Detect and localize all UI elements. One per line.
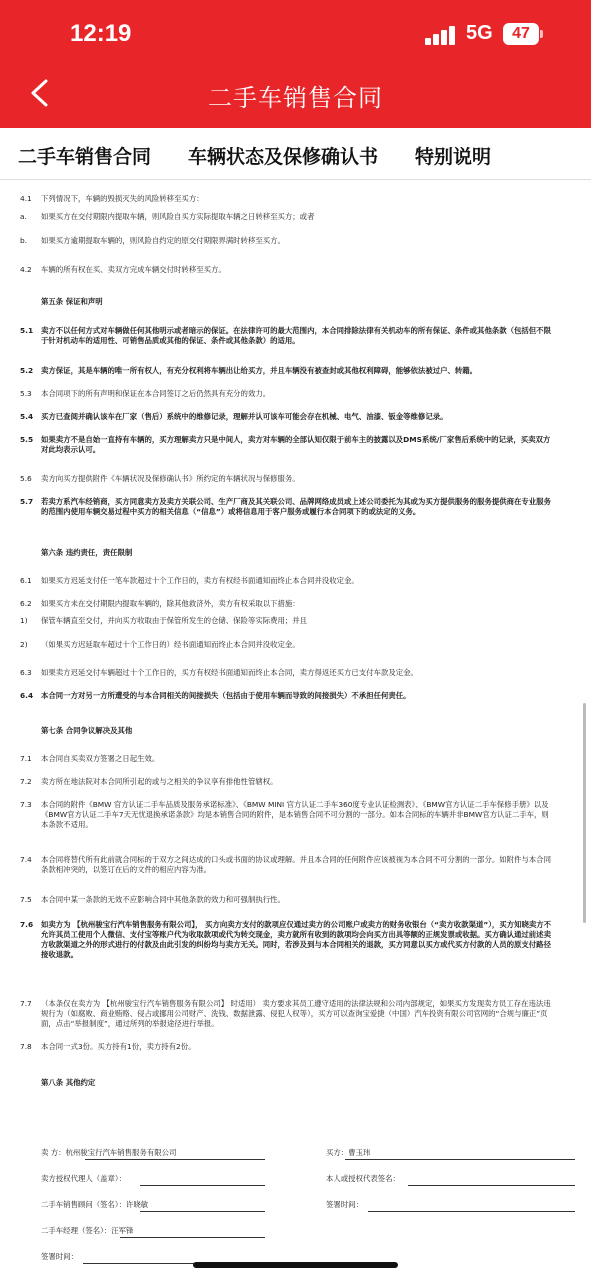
app-header (0, 0, 591, 128)
seller-rep-line[interactable] (140, 1185, 265, 1186)
section-6-heading: 第六条 违约责任，责任限制 (41, 548, 133, 557)
buyer-date-line[interactable] (368, 1211, 575, 1212)
scrollbar[interactable] (583, 703, 586, 923)
home-indicator[interactable] (193, 1262, 398, 1268)
buyer-name: 买方：曹玉玮 (326, 1148, 371, 1157)
battery-icon: 47 (503, 23, 539, 45)
buyer-rep-line[interactable] (408, 1185, 575, 1186)
seller-rep-label: 卖方授权代理人（盖章）： (41, 1174, 126, 1183)
tab-vehicle-status[interactable]: 车辆状态及保修确认书 (188, 146, 379, 168)
page-title: 二手车销售合同 (208, 84, 383, 112)
seller-line (85, 1159, 265, 1160)
seller-name: 卖 方：杭州骏宝行汽车销售服务有限公司 (41, 1148, 177, 1157)
section-8-heading: 第八条 其他约定 (41, 1078, 96, 1087)
buyer-rep-label: 本人或授权代表签名： (326, 1174, 400, 1183)
manager-label: 二手车经理（签名）：汪军锋 (41, 1226, 134, 1235)
buyer-line (345, 1159, 575, 1160)
network-type: 5G (466, 22, 493, 44)
section-5-heading: 第五条 保证和声明 (41, 297, 103, 306)
contract-document: 4.1 下列情况下，车辆的毁损灭失的风险转移至买方： a. 如果买方在交付期限内提取车辆，则风险自买方实际提取车辆之日转移至买方；或者 b. 如果买方逾期提取车辆的，则风险自约定的原交付期限界满时转移至买方。 4.2 车辆的所有权在买、卖双方完成车辆交付时转移至买方。 第五条 保证和声明 5.1 卖方不以任何方式对车辆做任何其他明示或者暗示的保证。在法律许可的最大范围内，本合同排除法律有关机动车的所有保证、条件或其他条款（包括但不限于针对机动车的适用性、可销售品质或其他的保证、条件或其他条款）的适用。 5.2 卖方保证，其是车辆的唯一所有权人，有充分权利将车辆出让给买方，并且车辆没有被查封或其他权利障碍，能够依法被过户、转籍。 5.3 本合同项下的所有声明和保证在本合同签订之后仍然具有充分的效力。 5.4 买方已查阅并确认该车在厂家（售后）系统中的维修记录，理解并认可该车可能会存在机械、电气、油漆、钣金等维修记录。 5.5 如果卖方不是自始一直持有车辆的，买方理解卖方只是中间人，卖方对车辆的全部认知仅限于前车主的披露以及DMS系统/厂家售后系统中的记录，买卖双方对此均表示认可。 5.6 卖方向买方提供附件《车辆状况及保修确认书》所约定的车辆状况与保修服务。 5.7 若卖方系汽车经销商，买方同意卖方及卖方关联公司、生产厂商及其关联公司、品牌网络成员或上述公司委托为其或为买方提供服务的服务提供商在专业服务的范围内使用车辆交易过程中买方的相关信息（“信息”）或将信息用于客户服务或履行本合同项下的或法定的义务。 第六条 违约责任，责任限制 6.1 如果买方迟延支付任一笔车款超过十个工作日的，卖方有权经书面通知而终止本合同并没收定金。 6.2 如果买方未在交付期限内提取车辆的，除其他救济外，卖方有权采取以下措施： 1) 保管车辆直至交付，并向买方收取由于保管所发生的仓储、保险等实际费用；并且 2) （如果买方迟延取车超过十个工作日的）经书面通知而终止本合同并没收定金。 6.3 如果卖方迟延交付车辆超过十个工作日的，买方有权经书面通知而终止本合同，卖方得返还买方已支付车款及定金。 6.4 本合同一方对另一方所遭受的与本合同相关的间接损失（包括由于使用车辆而导致的间接损失）不承担任何责任。 第七条 合同争议解决及其他 7.1 本合同自买卖双方签署之日起生效。 7.2 卖方所在地法院对本合同所引起的或与之相关的争议享有排他性管辖权。 7.3 本合同的附件《BMW 官方认证二手车品质及服务承诺标准》、《BMW MINI 官方认证二手车360度专业认证检测表》、《BMW官方认证二手车保修手册》以及《BMW官方认证二手车7天无忧退换承诺条款》均是本销售合同的附件，是本销售合同不可分割的一部分。如本合同标的车辆并非BMW官方认证二手车，则本条款不适用。 7.4 本合同将替代所有此前就合同标的于双方之间达成的口头或书面的协议或理解。并且本合同的任何附件应该被视为本合同不可分割的一部分。如附件与本合同条款相冲突的，以签订在后的文件的相应内容为准。 7.5 本合同中某一条款的无效不应影响合同中其他条款的效力和可强制执行性。 7.6 如卖方为 【杭州骏宝行汽车销售服务有限公司】， 买方向卖方支付的款项应仅通过卖方的公司账户或卖方的财务收银台（“卖方收款渠道”），买方知晓卖方不允许其员工使用个人微信、支付宝等账户代为收取款项或代为转交现金，卖方就所有收到的款项均会向买方出具等额的正规发票或收据。买方确认通过前述卖方收款渠道之外的形式进行的付款及由此引发的纠纷均与卖方无关。同时，若涉及到与本合同相关的退款，买方同意以买方或代买方付款的人员的原支付路径接收退款。 7.7 （本条仅在卖方为 【杭州骏宝行汽车销售服务有限公司】 时适用） 卖方要求其员工遵守适用的法律法规和公司内部规定，如果买方发现卖方员工存在违法违规行为（如腐败、商业贿赂、侵占或挪用公司财产、洗钱、数据泄露、侵犯人权等），买方可以查询宝爱捷（中国）汽车投资有限公司官网的“合规与廉正”页面，点击“举报制度”，通过所列的举报途径进行举报。 7.8 本合同一式3份。买方持有1份，卖方持有2份。 第八条 其他约定 卖 方：杭州骏宝行汽车销售服务有限公司 买方：曹玉玮 卖方授权代理人（盖章）： 本人或授权代表签名： 二手车销售顾问（签名）：许晓敏 签署时间： 二手车经理（签名）：汪军锋 签署时间： (0, 180, 591, 1280)
status-time: 12:19 (70, 20, 132, 47)
signal-icon (425, 25, 457, 45)
seller-date-label: 签署时间： (41, 1252, 78, 1261)
battery-tip (540, 30, 543, 38)
tab-special-notes[interactable]: 特别说明 (415, 146, 492, 168)
buyer-date-label: 签署时间： (326, 1200, 363, 1209)
manager-line[interactable] (120, 1237, 265, 1238)
tab-sales-contract[interactable]: 二手车销售合同 (18, 146, 152, 168)
consultant-label: 二手车销售顾问（签名）：许晓敏 (41, 1200, 149, 1209)
consultant-line[interactable] (140, 1211, 265, 1212)
tab-bar (0, 128, 591, 180)
section-7-heading: 第七条 合同争议解决及其他 (41, 726, 133, 735)
